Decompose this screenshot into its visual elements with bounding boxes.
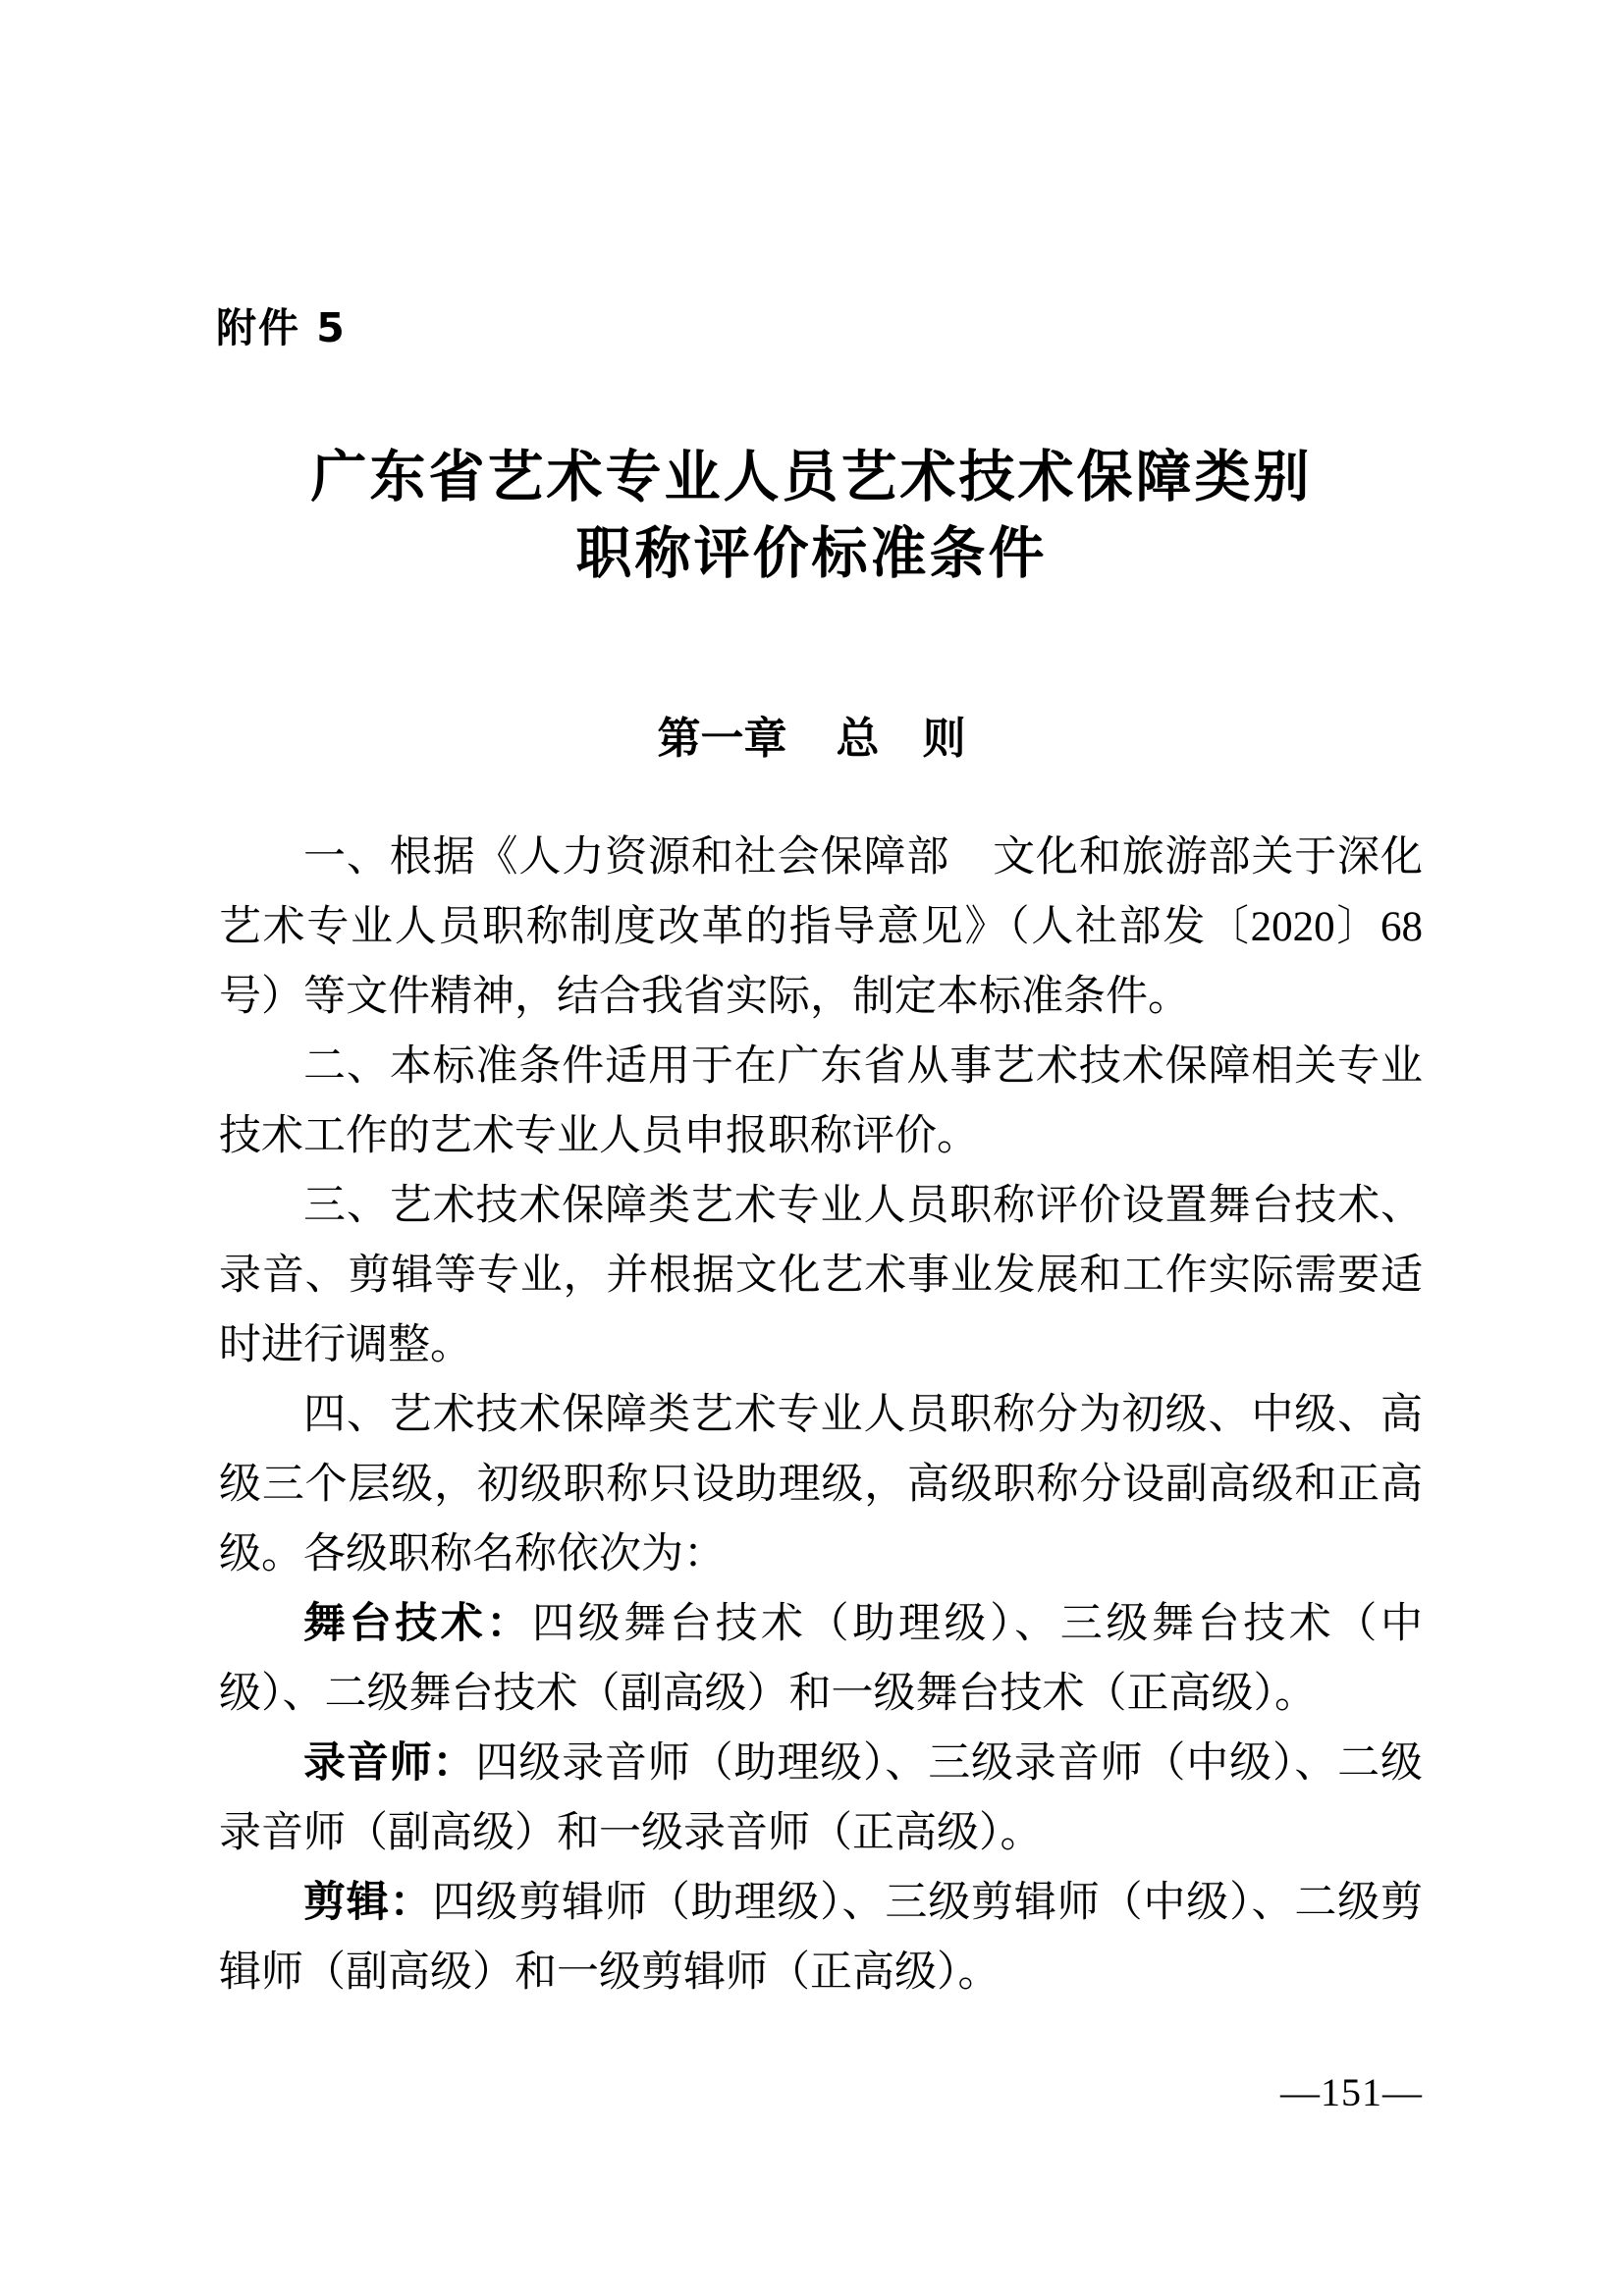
body-paragraph: 剪辑：四级剪辑师（助理级）、三级剪辑师（中级）、二级剪辑师（副高级）和一级剪辑师（正高级）。: [219, 1878, 1424, 1996]
chapter-heading: [0, 715, 1623, 765]
body-paragraph: 一、根据《人力资源和社会保障部 文化和旅游部关于深化艺术专业人员职称制度改革的指导意见》（人社部发〔2020〕68 号）等文件精神，结合我省实际，制定本标准条件。: [219, 834, 1423, 1020]
body-paragraph: 舞台技术：四级舞台技术（助理级）、三级舞台技术（中级）、二级舞台技术（副高级）和一级舞台技术（正高级）。: [219, 1599, 1424, 1717]
body-paragraph: 录音师：四级录音师（助理级）、三级录音师（中级）、二级录音师（副高级）和一级录音师（正高级）。: [219, 1738, 1424, 1856]
body-paragraph: 二、本标准条件适用于在广东省从事艺术技术保障相关专业技术工作的艺术专业人员申报职称评价。: [219, 1043, 1423, 1159]
body-paragraph: 四、艺术技术保障类艺术专业人员职称分为初级、中级、高级三个层级，初级职称只设助理级，高级职称分设副高级和正高级。各级职称名称依次为：: [219, 1392, 1423, 1577]
page-number: —151—: [1280, 2070, 1423, 2114]
paragraph-label: 录音师：: [303, 1738, 476, 1788]
attachment-label: 附件 5: [216, 304, 347, 351]
paragraph-label: 剪辑：: [303, 1878, 433, 1927]
paragraph-label: 舞台技术：: [303, 1599, 533, 1648]
document-title-line2: 职称评价标准条件: [575, 523, 1048, 585]
body-paragraph: 三、艺术技术保障类艺术专业人员职称评价设置舞台技术、录音、剪辑等专业，并根据文化艺术事业发展和工作实际需要适时进行调整。: [219, 1183, 1423, 1368]
chapter-title: 总 则: [836, 714, 966, 764]
body-text: [219, 823, 1423, 2007]
document-title-line1: 广东省艺术专业人员艺术技术保障类别: [310, 447, 1313, 508]
chapter-number: 第一章: [657, 714, 787, 764]
document-title: [0, 440, 1623, 593]
